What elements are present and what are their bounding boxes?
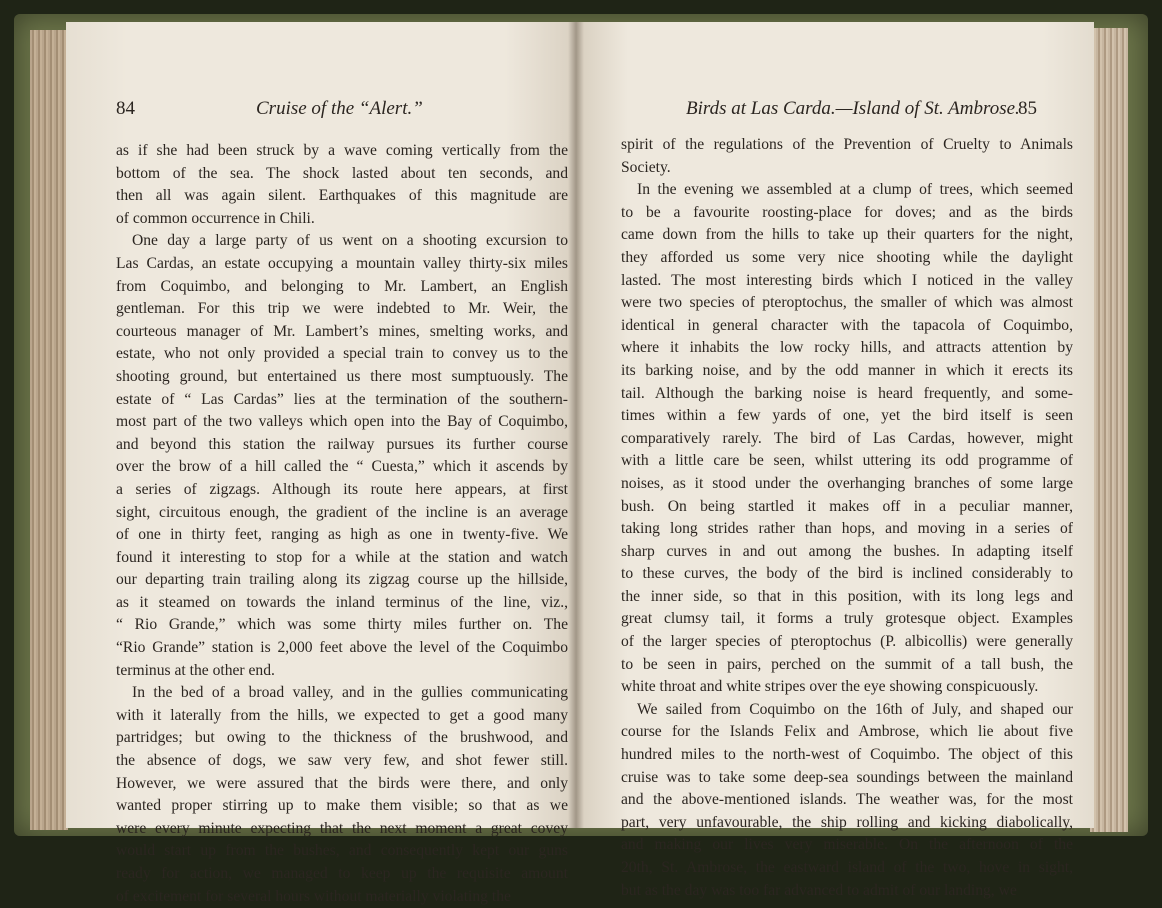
text-line: from Coquimbo, and belonging to Mr. Lambert, an English	[116, 277, 568, 295]
text-line: with a little care be seen, whilst uttering its odd programme of	[621, 452, 1073, 470]
text-line: noises, as it stood under the overhanging branches of some large	[621, 474, 1073, 492]
text-line: We sailed from Coquimbo on the 16th of July, and shaped our	[637, 700, 1073, 718]
text-line: “ Rio Grande,” which was some thirty miles further on. The	[116, 616, 568, 634]
text-line: a series of zigzags. Although its route here appears, at first	[116, 480, 568, 498]
text-line: bottom of the sea. The shock lasted about ten seconds, and	[116, 164, 568, 182]
text-line: but as the day was too far advanced to admit of our landing, we	[621, 881, 1017, 899]
text-line: part, very unfavourable, the ship rolling and kicking diabolically,	[621, 813, 1073, 831]
text-line: our departing train trailing along its zigzag course up the hillside,	[116, 571, 568, 589]
text-line: with it laterally from the hills, we expected to get a good many	[116, 706, 568, 724]
text-line: would start up from the bushes, and consequently kept our guns	[116, 842, 568, 860]
text-line: and the above-mentioned islands. The weather was, for the most	[621, 791, 1073, 809]
text-line: and making our lives very miserable. On the afternoon of the	[621, 836, 1073, 854]
text-line: Society.	[621, 158, 671, 176]
text-line: and beyond this station the railway pursues its further course	[116, 435, 568, 453]
text-line: to be seen in pairs, perched on the summit of a tall bush, the	[621, 655, 1073, 673]
text-line: sharp curves in and out among the bushes. In adapting itself	[621, 542, 1073, 560]
text-line: of common occurrence in Chili.	[116, 209, 315, 227]
text-line: lasted. The most interesting birds which I noticed in the valley	[621, 271, 1073, 289]
text-line: terminus at the other end.	[116, 661, 275, 679]
text-line: tail. Although the barking noise is heard frequently, and some-	[621, 384, 1073, 402]
text-line: course for the Islands Felix and Ambrose, which lie about five	[621, 723, 1073, 741]
book-gutter	[568, 22, 584, 828]
page-edges-left	[30, 30, 68, 830]
text-line: One day a large party of us went on a shooting excursion to	[132, 232, 568, 250]
text-line: the inner side, so that in this position, with its long legs and	[621, 587, 1073, 605]
text-line: spirit of the regulations of the Prevention of Cruelty to Animals	[621, 136, 1073, 153]
left-page-number: 84	[116, 98, 135, 119]
text-line: courteous manager of Mr. Lambert’s mines, smelting works, and	[116, 322, 568, 340]
text-line: the absence of dogs, we saw very few, and shot fewer still.	[116, 752, 568, 770]
text-line: of one in thirty feet, ranging as high as one in twenty-five. We	[116, 526, 568, 544]
page-edges-right	[1090, 28, 1128, 832]
text-line: times within a few yards of one, yet the bird itself is seen	[621, 407, 1073, 425]
text-line: of the larger species of pteroptochus (P. albicollis) were generally	[621, 633, 1073, 651]
text-line: In the evening we assembled at a clump of trees, which seemed	[637, 181, 1073, 199]
text-line: wanted proper stirring up to make them visible; so that as we	[116, 797, 568, 815]
text-line: then all was again silent. Earthquakes of this magnitude are	[116, 187, 568, 205]
text-line: hundred miles to the north-west of Coquimbo. The object of this	[621, 746, 1073, 764]
text-line: cruise was to take some deep-sea soundings between the mainland	[621, 768, 1073, 786]
text-line: estate, who not only provided a special train to convey us to the	[116, 345, 568, 363]
text-line: taking long strides rather than hops, and moving in a series of	[621, 520, 1073, 538]
text-line: bush. On being startled it makes off in a peculiar manner,	[621, 497, 1073, 515]
text-line: over the brow of a hill called the “ Cuesta,” which it ascends by	[116, 458, 568, 476]
text-line: comparatively rarely. The bird of Las Cardas, however, might	[621, 429, 1073, 447]
text-line: to these curves, the body of the bird is inclined considerably to	[621, 565, 1073, 583]
right-page	[576, 22, 1094, 899]
text-line: its barking noise, and by the odd manner in which it erects its	[621, 361, 1073, 379]
right-page-number: 85	[1018, 98, 1037, 119]
text-line: shooting ground, but entertained us there most sumptuously. The	[116, 367, 568, 385]
text-line: “Rio Grande” station is 2,000 feet above the level of the Coquimbo	[116, 639, 568, 657]
text-line: were two species of pteroptochus, the smaller of which was almost	[621, 294, 1073, 312]
text-line: gentleman. For this trip we were indebted to Mr. Weir, the	[116, 300, 568, 318]
text-line: sight, circuitous enough, the gradient of the incline is an average	[116, 503, 568, 521]
text-line: of excitement for several hours without materially violating the	[116, 887, 511, 905]
left-page	[66, 22, 576, 905]
text-line: were every minute expecting that the next moment a great covey	[116, 819, 568, 837]
left-running-head: Cruise of the “Alert.”	[256, 98, 423, 119]
text-line: Las Cardas, an estate occupying a mountain valley thirty-six miles	[116, 254, 568, 272]
text-line: However, we were assured that the birds were there, and only	[116, 774, 568, 792]
text-line: ready for action, we managed to keep up the requisite amount	[116, 865, 568, 882]
right-page-body	[621, 134, 1073, 902]
right-running-head: Birds at Las Carda.—Island of St. Ambrose.	[686, 98, 1020, 119]
text-line: estate of “ Las Cardas” lies at the termination of the southern-	[116, 390, 568, 408]
text-line: In the bed of a broad valley, and in the gullies communicating	[132, 684, 568, 702]
text-line: as it steamed on towards the inland terminus of the line, viz.,	[116, 593, 568, 611]
text-line: most part of the two valleys which open into the Bay of Coquimbo,	[116, 413, 568, 431]
text-line: great clumsy tail, it forms a truly grotesque object. Examples	[621, 610, 1073, 628]
text-line: identical in general character with the tapacola of Coquimbo,	[621, 316, 1073, 334]
text-line: partridges; but owing to the thickness of the brushwood, and	[116, 729, 568, 747]
text-line: as if she had been struck by a wave coming vertically from the	[116, 142, 568, 159]
text-line: 20th, St. Ambrose, the eastward island of the two, hove in sight,	[621, 859, 1073, 876]
text-line: where it inhabits the low rocky hills, and attracts attention by	[621, 339, 1073, 357]
text-line: came down from the hills to take up their quarters for the night,	[621, 226, 1073, 244]
text-line: white throat and white stripes over the eye showing conspicuously.	[621, 678, 1039, 696]
text-line: they afforded us some very nice shooting while the daylight	[621, 248, 1073, 266]
text-line: found it interesting to stop for a while at the station and watch	[116, 548, 568, 566]
left-page-body	[116, 140, 568, 908]
text-line: to be a favourite roosting-place for doves; and as the birds	[621, 203, 1073, 221]
